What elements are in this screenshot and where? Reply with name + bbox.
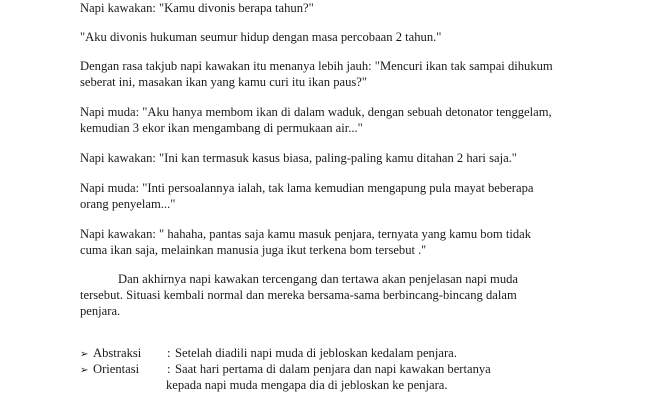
dialogue-line: kemudian 3 ekor ikan mengambang di permukaan air..." xyxy=(80,121,363,135)
list-term: Abstraksi xyxy=(93,346,142,360)
paragraph-line: tersebut. Situasi kembali normal dan mereka bersama-sama berbincang-bincang dalam xyxy=(80,288,517,302)
dialogue-line: Napi kawakan: " hahaha, pantas saja kamu masuk penjara, ternyata yang kamu bom tidak xyxy=(80,227,532,241)
arrow-bullet-icon: ➢ xyxy=(80,349,89,360)
paragraph-line: Dengan rasa takjub napi kawakan itu menanya lebih jauh: "Mencuri ikan tak sampai dihukum xyxy=(80,59,553,73)
list-colon: : xyxy=(167,346,171,360)
dialogue-line: Napi kawakan: "Kamu divonis berapa tahun?" xyxy=(80,1,314,15)
arrow-bullet-icon: ➢ xyxy=(80,365,89,376)
dialogue-line: "Aku divonis hukuman seumur hidup dengan masa percobaan 2 tahun." xyxy=(80,30,442,44)
dialogue-line: orang penyelam..." xyxy=(80,197,176,211)
dialogue-line: Napi kawakan: "Ini kan termasuk kasus biasa, paling-paling kamu ditahan 2 hari saja." xyxy=(80,151,517,165)
dialogue-line: Napi muda: "Inti persoalannya ialah, tak lama kemudian mengapung pula mayat beberapa xyxy=(80,181,534,195)
dialogue-line: cuma ikan saja, melainkan manusia juga ikut terkena bom tersebut .'' xyxy=(80,243,426,257)
paragraph-line: Dan akhirnya napi kawakan tercengang dan tertawa akan penjelasan napi muda xyxy=(118,272,519,286)
list-colon: : xyxy=(167,362,171,376)
list-text: Saat hari pertama di dalam penjara dan napi kawakan bertanya xyxy=(175,362,491,376)
list-term: Orientasi xyxy=(93,362,140,376)
list-text: Setelah diadili napi muda di jebloskan kedalam penjara. xyxy=(175,346,457,360)
paragraph-line: penjara. xyxy=(80,304,121,318)
dialogue-line: Napi muda: "Aku hanya membom ikan di dalam waduk, dengan sebuah detonator tenggelam, xyxy=(80,105,552,119)
paragraph-line: seberat ini, masakan ikan yang kamu curi itu ikan paus?" xyxy=(80,75,368,89)
list-continuation: kepada napi muda mengapa dia di jebloskan ke penjara. xyxy=(166,378,448,392)
